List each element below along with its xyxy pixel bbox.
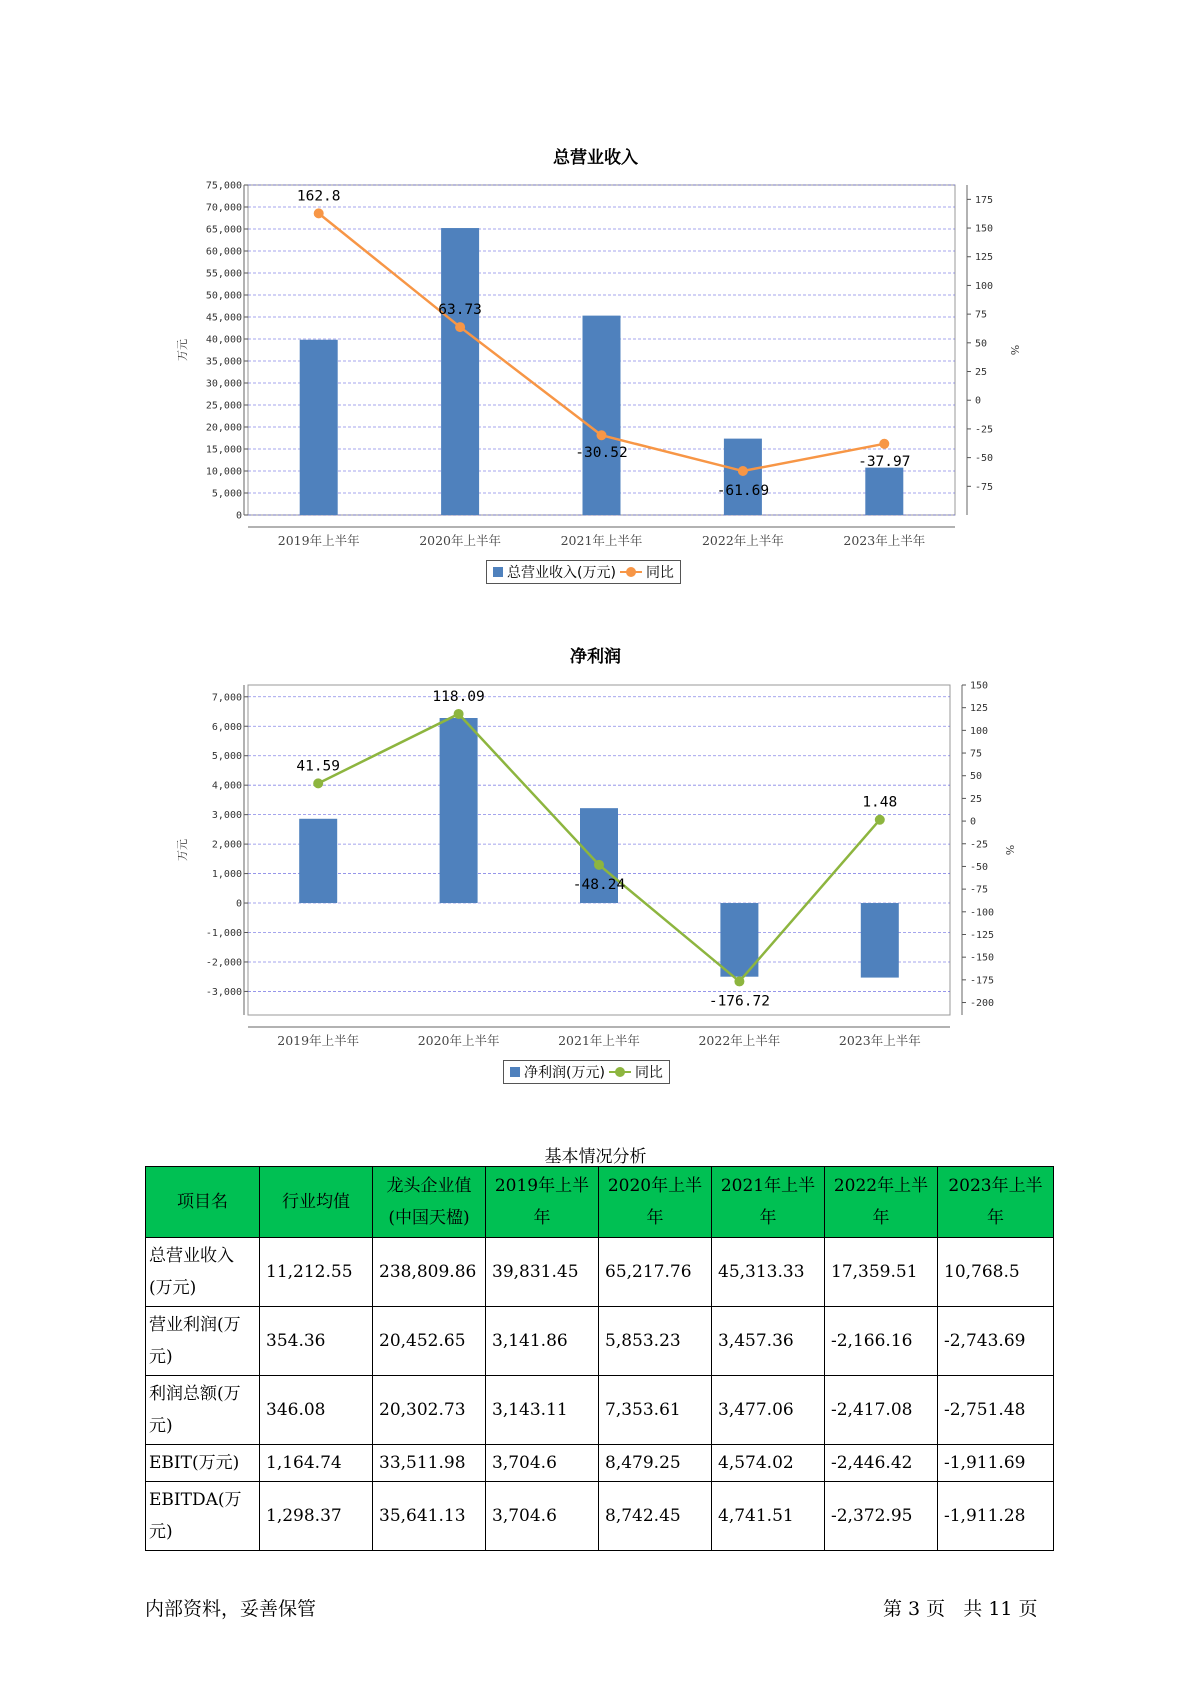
table-cell: 8,742.45 bbox=[599, 1482, 712, 1551]
footer-confidential-note: 内部资料，妥善保管 bbox=[145, 1598, 317, 1620]
bar bbox=[440, 718, 478, 903]
x-tick-label: 2023年上半年 bbox=[843, 533, 926, 548]
table-header-row bbox=[146, 1167, 1054, 1238]
y2-axis-title: % bbox=[1008, 344, 1021, 356]
table-cell: -2,743.69 bbox=[938, 1307, 1054, 1376]
y-tick-label: 1,000 bbox=[211, 869, 242, 881]
x-tick-label: 2022年上半年 bbox=[698, 1033, 781, 1048]
data-label: 1.48 bbox=[862, 794, 898, 811]
data-label: 63.73 bbox=[438, 302, 482, 319]
row-label: EBITDA(万元) bbox=[146, 1482, 260, 1551]
y2-tick-label: 125 bbox=[975, 252, 994, 264]
y2-tick-label: 0 bbox=[970, 816, 977, 828]
y2-tick-label: -125 bbox=[970, 929, 995, 941]
data-label: -37.97 bbox=[858, 453, 911, 470]
bar-legend-swatch bbox=[510, 1067, 520, 1077]
y2-tick-label: 175 bbox=[975, 194, 994, 206]
yoy-point bbox=[597, 430, 607, 440]
data-label: 162.8 bbox=[296, 188, 341, 205]
table-cell: 39,831.45 bbox=[486, 1238, 599, 1307]
x-tick-label: 2019年上半年 bbox=[277, 1033, 360, 1048]
table-cell: 3,477.06 bbox=[712, 1376, 825, 1445]
chart2-legend-bar-label: 净利润(万元) bbox=[524, 1065, 605, 1081]
y-axis-title: 万元 bbox=[176, 339, 189, 361]
table-row bbox=[146, 1482, 1054, 1551]
y2-tick-label: 75 bbox=[975, 309, 988, 321]
y2-tick-label: -50 bbox=[970, 861, 989, 873]
table-cell: 7,353.61 bbox=[599, 1376, 712, 1445]
y2-tick-label: 50 bbox=[975, 338, 988, 350]
y-tick-label: 5,000 bbox=[211, 488, 242, 500]
table-cell: 11,212.55 bbox=[260, 1238, 373, 1307]
table-cell: 1,164.74 bbox=[260, 1445, 373, 1482]
y2-tick-label: 150 bbox=[970, 680, 989, 692]
table-cell: 17,359.51 bbox=[825, 1238, 938, 1307]
y2-tick-label: 0 bbox=[975, 395, 982, 407]
x-tick-label: 2022年上半年 bbox=[701, 533, 784, 548]
table-row bbox=[146, 1307, 1054, 1376]
data-label: -48.24 bbox=[572, 876, 626, 893]
yoy-point bbox=[314, 208, 324, 218]
table-cell: 3,141.86 bbox=[486, 1307, 599, 1376]
y-tick-label: 65,000 bbox=[205, 224, 242, 236]
y-tick-label: 70,000 bbox=[205, 202, 242, 214]
y2-tick-label: 50 bbox=[970, 771, 983, 783]
y2-tick-label: -50 bbox=[975, 453, 994, 465]
table-cell: -1,911.28 bbox=[938, 1482, 1054, 1551]
row-label: 利润总额(万元) bbox=[146, 1376, 260, 1445]
bar bbox=[865, 468, 903, 515]
header-cell: 项目名 bbox=[146, 1167, 260, 1238]
yoy-point bbox=[734, 976, 744, 986]
header-cell: 2021年上半年 bbox=[712, 1167, 825, 1238]
table-row bbox=[146, 1445, 1054, 1482]
yoy-point bbox=[313, 778, 323, 788]
table-cell: -2,751.48 bbox=[938, 1376, 1054, 1445]
table-cell: 5,853.23 bbox=[599, 1307, 712, 1376]
analysis-table bbox=[145, 1166, 1054, 1551]
y2-tick-label: 100 bbox=[975, 280, 994, 292]
data-label: -61.69 bbox=[716, 483, 770, 500]
y-tick-label: 4,000 bbox=[211, 780, 242, 792]
table-cell: 1,298.37 bbox=[260, 1482, 373, 1551]
chart1-legend bbox=[486, 560, 681, 584]
y-tick-label: 30,000 bbox=[205, 378, 242, 390]
bar bbox=[724, 439, 762, 515]
table-cell: 33,511.98 bbox=[373, 1445, 486, 1482]
chart2-title: 净利润 bbox=[570, 647, 621, 667]
chart1-title: 总营业收入 bbox=[553, 148, 638, 168]
header-cell: 2023年上半年 bbox=[938, 1167, 1054, 1238]
y2-tick-label: 75 bbox=[970, 748, 983, 760]
x-tick-label: 2020年上半年 bbox=[417, 1033, 500, 1048]
y2-tick-label: -100 bbox=[970, 907, 995, 919]
data-label: -30.52 bbox=[575, 445, 628, 462]
table-cell: 65,217.76 bbox=[599, 1238, 712, 1307]
y-tick-label: 2,000 bbox=[211, 839, 242, 851]
y-tick-label: 5,000 bbox=[211, 751, 242, 763]
yoy-point bbox=[454, 709, 464, 719]
y-tick-label: 75,000 bbox=[205, 180, 242, 192]
chart1-legend-line-label: 同比 bbox=[645, 565, 674, 581]
chart2-legend bbox=[503, 1060, 670, 1084]
header-cell: 龙头企业值(中国天楹) bbox=[373, 1167, 486, 1238]
table-cell: -2,166.16 bbox=[825, 1307, 938, 1376]
y-tick-label: 50,000 bbox=[205, 290, 242, 302]
row-label: 总营业收入(万元) bbox=[146, 1238, 260, 1307]
yoy-point bbox=[879, 439, 889, 449]
y-tick-label: 7,000 bbox=[211, 692, 242, 704]
yoy-point bbox=[738, 466, 748, 476]
data-label: -176.72 bbox=[708, 993, 770, 1010]
bar bbox=[299, 819, 337, 903]
y-tick-label: 20,000 bbox=[205, 422, 242, 434]
table-cell: 10,768.5 bbox=[938, 1238, 1054, 1307]
line-legend-swatch bbox=[620, 567, 642, 577]
y2-tick-label: 100 bbox=[970, 725, 989, 737]
header-cell: 2022年上半年 bbox=[825, 1167, 938, 1238]
table-cell: 238,809.86 bbox=[373, 1238, 486, 1307]
table-cell: 8,479.25 bbox=[599, 1445, 712, 1482]
footer-page-number: 第 3 页 共 11 页 bbox=[883, 1598, 1038, 1620]
bar-legend-swatch bbox=[493, 567, 503, 577]
x-tick-label: 2021年上半年 bbox=[558, 1033, 640, 1048]
table-cell: 4,741.51 bbox=[712, 1482, 825, 1551]
y-tick-label: 0 bbox=[235, 898, 242, 910]
y2-tick-label: -25 bbox=[970, 839, 989, 851]
y-tick-label: 60,000 bbox=[205, 246, 242, 258]
y-tick-label: -2,000 bbox=[205, 957, 242, 969]
y-tick-label: -3,000 bbox=[205, 986, 242, 998]
x-tick-label: 2019年上半年 bbox=[277, 533, 360, 548]
row-label: EBIT(万元) bbox=[146, 1445, 260, 1482]
table-cell: 20,302.73 bbox=[373, 1376, 486, 1445]
table-row bbox=[146, 1238, 1054, 1307]
table-cell: 45,313.33 bbox=[712, 1238, 825, 1307]
table-cell: 354.36 bbox=[260, 1307, 373, 1376]
yoy-point bbox=[594, 860, 604, 870]
y-tick-label: 25,000 bbox=[205, 400, 242, 412]
y2-axis-title: % bbox=[1003, 844, 1016, 856]
header-cell: 2020年上半年 bbox=[599, 1167, 712, 1238]
bar bbox=[583, 316, 621, 515]
table-cell: 35,641.13 bbox=[373, 1482, 486, 1551]
header-cell: 行业均值 bbox=[260, 1167, 373, 1238]
table-cell: 4,574.02 bbox=[712, 1445, 825, 1482]
y2-tick-label: 125 bbox=[970, 703, 989, 715]
y2-tick-label: 150 bbox=[975, 223, 994, 235]
table-title: 基本情况分析 bbox=[544, 1147, 647, 1167]
table-cell: -2,446.42 bbox=[825, 1445, 938, 1482]
y2-tick-label: -75 bbox=[975, 481, 994, 493]
table-row bbox=[146, 1376, 1054, 1445]
y2-tick-label: 25 bbox=[975, 367, 988, 379]
y-tick-label: 15,000 bbox=[205, 444, 242, 456]
table-cell: -2,372.95 bbox=[825, 1482, 938, 1551]
table-cell: -1,911.69 bbox=[938, 1445, 1054, 1482]
bar bbox=[861, 903, 899, 978]
yoy-point bbox=[875, 815, 885, 825]
x-tick-label: 2023年上半年 bbox=[838, 1033, 921, 1048]
table-cell: 346.08 bbox=[260, 1376, 373, 1445]
y-tick-label: 45,000 bbox=[205, 312, 242, 324]
y-axis-title: 万元 bbox=[176, 839, 189, 861]
y-tick-label: 40,000 bbox=[205, 334, 242, 346]
header-cell: 2019年上半年 bbox=[486, 1167, 599, 1238]
y2-tick-label: -200 bbox=[970, 998, 995, 1010]
y-tick-label: 0 bbox=[235, 510, 242, 522]
y2-tick-label: -75 bbox=[970, 884, 989, 896]
table-cell: 3,704.6 bbox=[486, 1445, 599, 1482]
data-label: 41.59 bbox=[296, 758, 341, 775]
data-label: 118.09 bbox=[432, 688, 485, 705]
net-profit-chart bbox=[0, 670, 1191, 1048]
y-tick-label: 10,000 bbox=[205, 466, 242, 478]
y-tick-label: -1,000 bbox=[205, 928, 242, 939]
table-cell: 3,143.11 bbox=[486, 1376, 599, 1445]
table-cell: 3,457.36 bbox=[712, 1307, 825, 1376]
bar bbox=[441, 228, 479, 515]
chart2-legend-line-label: 同比 bbox=[634, 1065, 663, 1081]
y2-tick-label: 25 bbox=[970, 793, 983, 805]
table-cell: 3,704.6 bbox=[486, 1482, 599, 1551]
y2-tick-label: -150 bbox=[970, 952, 995, 964]
revenue-chart bbox=[0, 170, 1191, 548]
y-tick-label: 55,000 bbox=[205, 268, 242, 280]
chart1-legend-bar-label: 总营业收入(万元) bbox=[507, 565, 616, 581]
line-legend-swatch bbox=[609, 1067, 631, 1077]
y2-tick-label: -25 bbox=[975, 424, 994, 436]
y-tick-label: 3,000 bbox=[211, 810, 242, 822]
table-cell: -2,417.08 bbox=[825, 1376, 938, 1445]
yoy-point bbox=[455, 322, 465, 332]
x-tick-label: 2020年上半年 bbox=[419, 533, 502, 548]
y2-tick-label: -175 bbox=[970, 975, 995, 987]
table-cell: 20,452.65 bbox=[373, 1307, 486, 1376]
x-tick-label: 2021年上半年 bbox=[560, 533, 643, 548]
y-tick-label: 35,000 bbox=[205, 356, 242, 368]
y-tick-label: 6,000 bbox=[211, 721, 242, 733]
bar bbox=[300, 340, 338, 515]
row-label: 营业利润(万元) bbox=[146, 1307, 260, 1376]
